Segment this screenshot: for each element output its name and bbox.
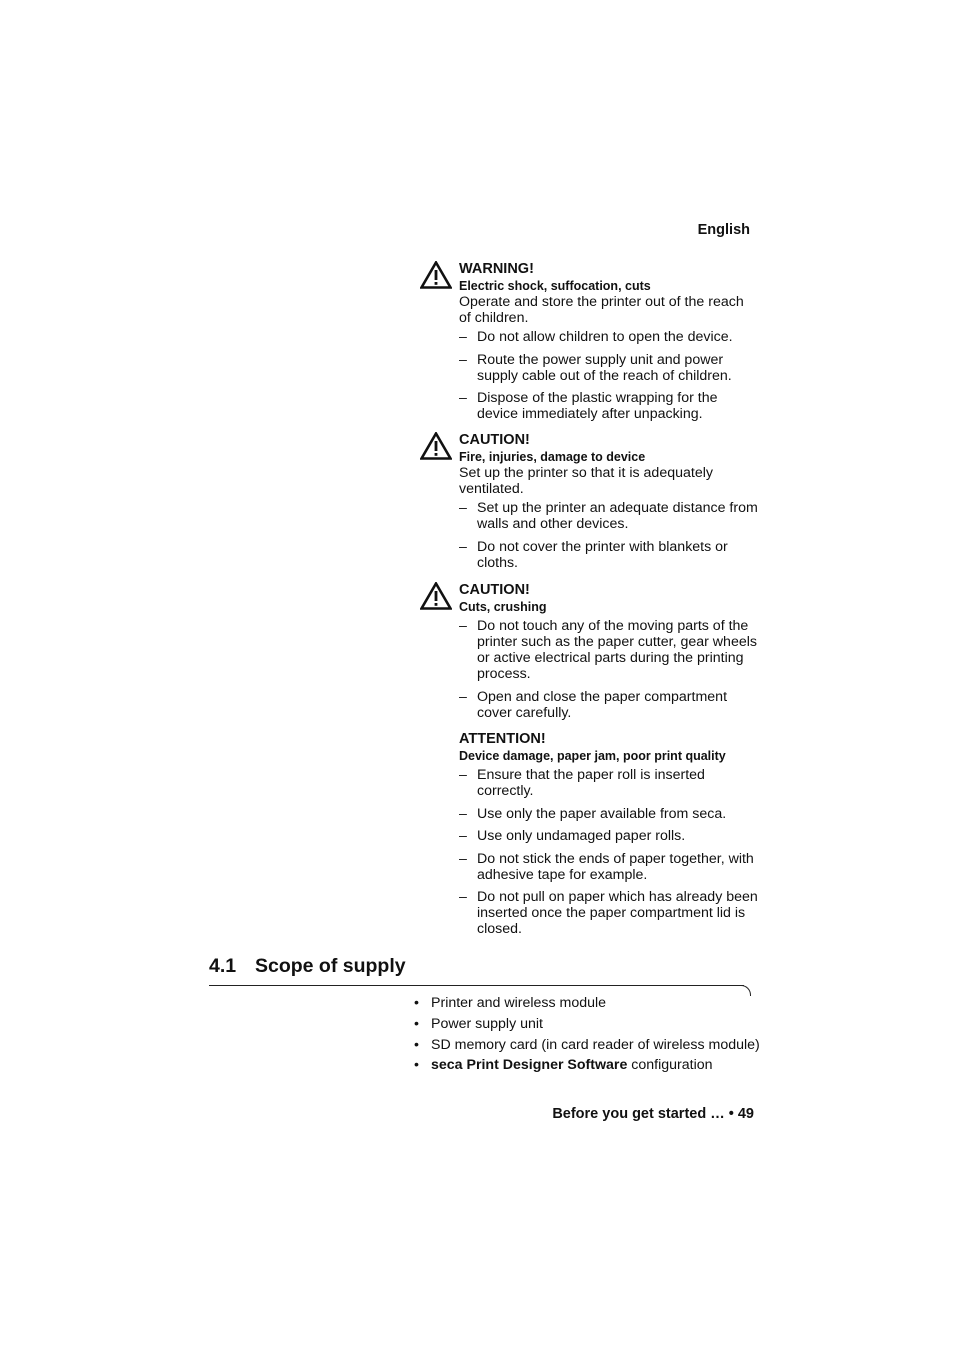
page-footer: Before you get started … • 49 bbox=[552, 1106, 754, 1122]
list-item-text: Printer and wireless module bbox=[431, 995, 607, 1011]
notice-subheading: Fire, injuries, damage to device bbox=[459, 450, 646, 464]
list-item: – Do not pull on paper which has already been inserted once the paper compartment lid is closed. bbox=[459, 889, 759, 937]
warning-triangle-icon bbox=[420, 261, 452, 289]
list-item: – Do not stick the ends of paper together, with adhesive tape for example. bbox=[459, 851, 759, 883]
notice-list bbox=[459, 500, 759, 571]
scope-of-supply-list bbox=[414, 995, 774, 1078]
list-item bbox=[414, 1057, 774, 1073]
notice-list bbox=[459, 767, 759, 937]
notice-heading: CAUTION! bbox=[459, 432, 530, 448]
section-divider bbox=[209, 985, 744, 986]
warning-triangle-icon bbox=[420, 582, 452, 610]
section-number: 4.1 bbox=[209, 955, 237, 977]
list-item-text: Power supply unit bbox=[431, 1015, 543, 1032]
language-label: English bbox=[697, 222, 750, 238]
notice-subheading: Device damage, paper jam, poor print quality bbox=[459, 749, 726, 763]
list-item: – Open and close the paper compartment cover carefully. bbox=[459, 689, 759, 721]
list-item-text: SD memory card (in card reader of wireless module) bbox=[431, 1036, 760, 1053]
notice-intro: Set up the printer so that it is adequately ventilated. bbox=[459, 465, 713, 497]
notice-heading: WARNING! bbox=[459, 261, 534, 277]
notice-heading: ATTENTION! bbox=[459, 731, 546, 747]
caution-notice-fire bbox=[459, 432, 759, 577]
list-item: – Dispose of the plastic wrapping for the device immediately after unpacking. bbox=[459, 390, 759, 422]
attention-notice bbox=[459, 731, 759, 944]
list-item: – Ensure that the paper roll is inserted correctly. bbox=[459, 767, 759, 799]
section-title: Scope of supply bbox=[255, 955, 406, 977]
caution-notice-cuts bbox=[459, 582, 759, 727]
list-item bbox=[414, 1037, 774, 1053]
warning-triangle-icon bbox=[420, 432, 452, 460]
notice-list bbox=[459, 329, 759, 422]
notice-heading: CAUTION! bbox=[459, 582, 530, 598]
notice-subheading: Cuts, crushing bbox=[459, 600, 547, 614]
section-heading bbox=[209, 955, 406, 978]
notice-list bbox=[459, 618, 759, 721]
list-item: – Route the power supply unit and power supply cable out of the reach of children. bbox=[459, 352, 759, 384]
list-item bbox=[414, 995, 774, 1011]
list-item: – Set up the printer an adequate distance from walls and other devices. bbox=[459, 500, 759, 532]
list-item: – Do not allow children to open the device. bbox=[459, 329, 759, 345]
notice-intro: Operate and store the printer out of the reach of children. bbox=[459, 294, 744, 326]
list-item: – Use only the paper available from seca. bbox=[459, 806, 759, 822]
list-item: – Do not cover the printer with blankets or cloths. bbox=[459, 539, 759, 571]
product-name: seca Print Designer Software bbox=[431, 1057, 628, 1074]
list-item bbox=[414, 1016, 774, 1032]
warning-notice bbox=[459, 261, 759, 429]
list-item: – Do not touch any of the moving parts of the printer such as the paper cutter, gear wheels or active electrical parts during the printing process. bbox=[459, 618, 759, 682]
list-item: – Use only undamaged paper rolls. bbox=[459, 828, 759, 844]
list-item-text: configuration bbox=[627, 1057, 713, 1074]
notice-subheading: Electric shock, suffocation, cuts bbox=[459, 279, 651, 293]
